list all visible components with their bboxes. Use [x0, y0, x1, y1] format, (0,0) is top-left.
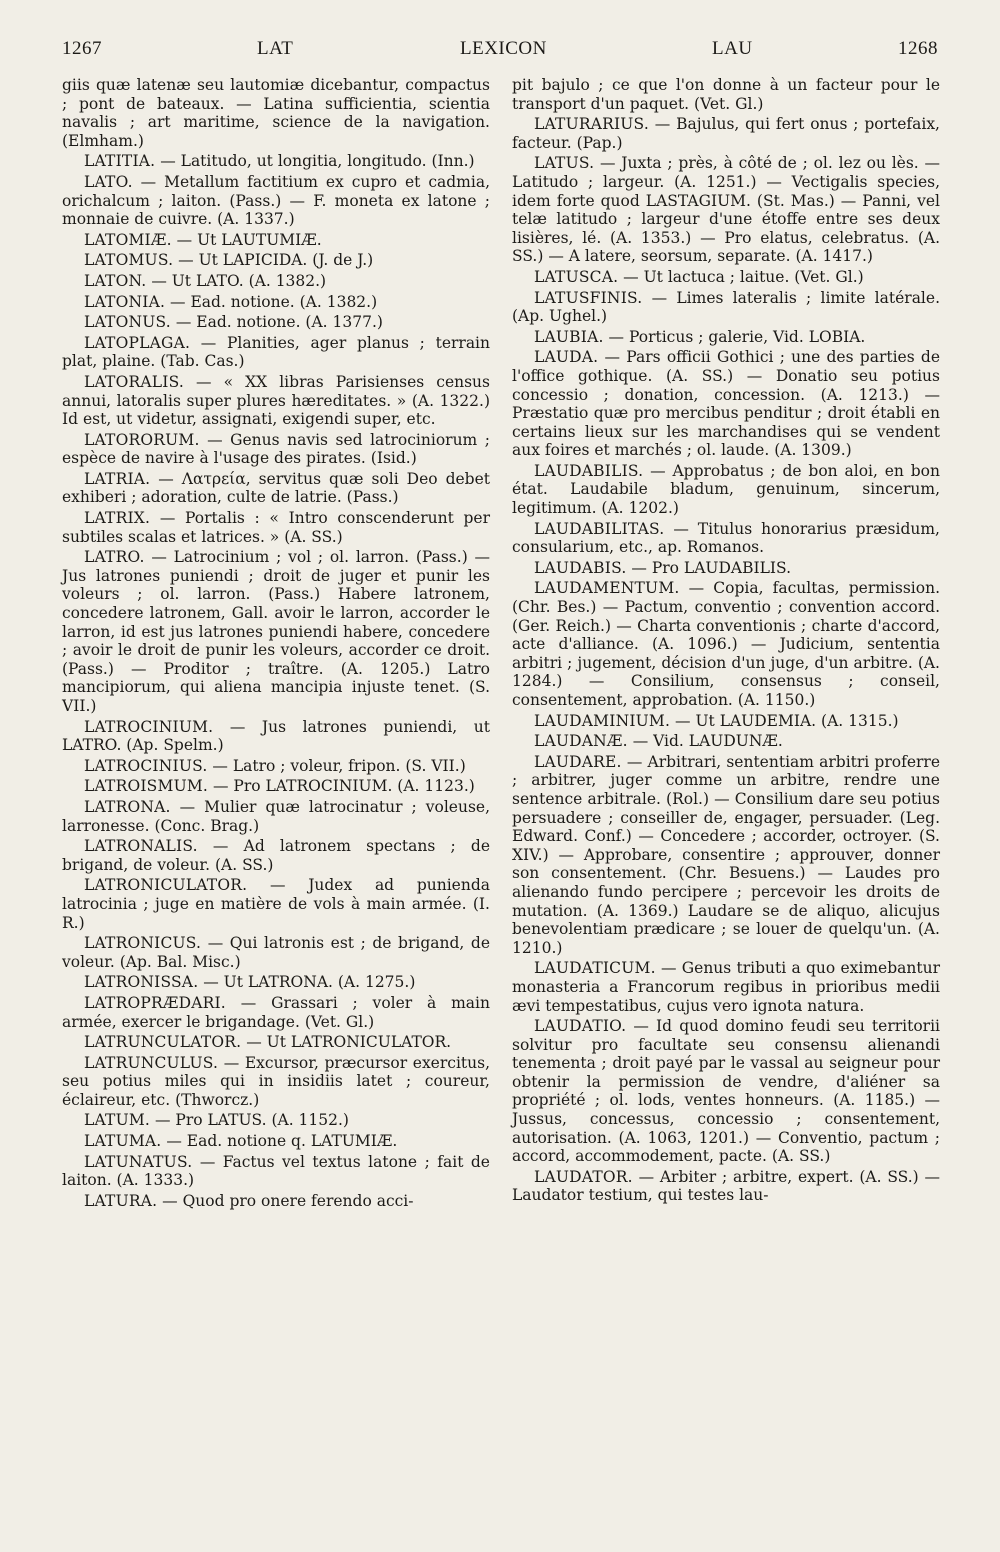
entry-definition: — Copia, facultas, permission. (Chr. Bes.) — Pactum, conventio ; convention accord. (Ger. Reich.) — Charta conventionis ; charte d'accord, acte d'alliance. (A. 1096.) — Judicium, sententia arbitri ; jugement, décision d'un juge, d'un arbitre. (A. 1284.) — Consilium, consensus ; conseil, consentement, approbation. (A. 1150.): [512, 579, 940, 709]
center-running-head: LEXICON: [460, 38, 547, 59]
dictionary-entry: [62, 152, 490, 171]
dictionary-entry: [62, 548, 490, 715]
dictionary-entry: [62, 431, 490, 468]
entry-headword: LATOPLAGA.: [84, 333, 191, 352]
entry-headword: LATOMIÆ.: [84, 230, 172, 249]
dictionary-entry: [62, 313, 490, 332]
entry-headword: LAUBIA.: [534, 327, 604, 346]
entry-definition: — Titulus honorarius præsidum, consularium, etc., ap. Romanos.: [512, 519, 940, 557]
entry-definition: — Ut lactuca ; laitue. (Vet. Gl.): [618, 267, 864, 286]
left-page-number: 1267: [62, 38, 102, 59]
entry-definition: — Porticus ; galerie, Vid. LOBIA.: [603, 327, 866, 346]
dictionary-entry: [62, 293, 490, 312]
dictionary-entry: [512, 1168, 940, 1205]
entry-definition: — Pro LATUS. (A. 1152.): [150, 1111, 349, 1130]
entry-headword: LATRUNCULATOR.: [84, 1033, 242, 1052]
entry-definition: — Ut LAUDEMIA. (A. 1315.): [670, 711, 899, 730]
entry-headword: LAUDA.: [534, 348, 599, 367]
entry-definition: — Planities, ager planus ; terrain plat, plaine. (Tab. Cas.): [62, 333, 490, 371]
dictionary-entry: [512, 520, 940, 557]
right-running-head: LAU: [712, 38, 753, 59]
entry-headword: LATRO.: [84, 548, 145, 567]
entry-headword: LATROCINIUS.: [84, 756, 208, 775]
entry-definition: — Factus vel textus latone ; fait de laiton. (A. 1333.): [62, 1152, 490, 1190]
entry-headword: LATROISMUM.: [84, 777, 209, 796]
entry-headword: LAUDABIS.: [534, 558, 627, 577]
entry-headword: LATURARIUS.: [534, 115, 649, 134]
entry-headword: LAUDAMINIUM.: [534, 711, 671, 730]
right-page-number: 1268: [898, 38, 938, 59]
entry-definition: — Quod pro onere ferendo acci-: [157, 1191, 414, 1210]
dictionary-entry: [62, 994, 490, 1031]
entry-definition: — Ut LATO. (A. 1382.): [146, 271, 327, 290]
dictionary-entry: [512, 76, 940, 113]
dictionary-entry: [62, 272, 490, 291]
dictionary-entry: [512, 579, 940, 709]
entry-headword: LATONUS.: [84, 313, 171, 332]
entry-definition: — Jus latrones puniendi, ut LATRO. (Ap. Spelm.): [62, 717, 490, 755]
entry-headword: LATROCINIUM.: [84, 717, 214, 736]
entry-definition: — Id quod domino feudi seu territorii solvitur pro facultate seu consensu alienandi tenementa ; droit payé par le vassal au seigneur pour obtenir la permission de vendre, d'aliéner sa propriété ; ol. lods, ventes honneurs. (A. 1185.) — Jussus, concessus, concessio ; consentement, autorisation. (A. 1063, 1201.) — Conventio, pactum ; accord, accommodement, pacte. (A. SS.): [512, 1017, 940, 1166]
right-column: [512, 76, 940, 1207]
entry-definition: — Λατρεία, servitus quæ soli Deo debet exhiberi ; adoration, culte de latrie. (Pass.): [62, 469, 490, 507]
entry-headword: LATUNATUS.: [84, 1152, 193, 1171]
dictionary-entry: [512, 268, 940, 287]
dictionary-entry: [512, 289, 940, 326]
dictionary-entry: [512, 559, 940, 578]
entry-definition: — Excursor, præcursor exercitus, seu potius miles qui in insidiis latet ; coureur, éclaireur, etc. (Thworcz.): [62, 1053, 490, 1109]
entry-headword: LAUDAMENTUM.: [534, 579, 680, 598]
dictionary-entry: [62, 1192, 490, 1211]
left-column: [62, 76, 490, 1212]
entry-definition: — Mulier quæ latrocinatur ; voleuse, larronesse. (Conc. Brag.): [62, 797, 490, 835]
entry-definition: — Ut LATRONA. (A. 1275.): [198, 973, 416, 992]
entry-definition: — Bajulus, qui fert onus ; portefaix, facteur. (Pap.): [512, 115, 940, 152]
entry-headword: LATUS.: [534, 154, 595, 173]
entry-definition: — « XX libras Parisienses census annui, latoralis super plures hæreditates. » (A. 1322.) Id est, ut videtur, assignati, exigendi super, etc.: [62, 372, 490, 429]
entry-headword: LAUDABILITAS.: [534, 519, 665, 538]
dictionary-entry: [62, 777, 490, 796]
entry-headword: LATRONISSA.: [84, 973, 199, 992]
dictionary-entry: [62, 1111, 490, 1130]
dictionary-entry: [62, 718, 490, 755]
entry-headword: LAUDATOR.: [534, 1167, 633, 1186]
entry-headword: LATRONA.: [84, 797, 171, 816]
entry-headword: LATROPRÆDARI.: [84, 993, 226, 1012]
entry-definition: giis quæ latenæ seu lautomiæ dicebantur, compactus ; pont de bateaux. — Latina sufficientia, scientia navalis ; art maritime, science de la navigation. (Elmham.): [62, 76, 490, 150]
entry-definition: — Arbiter ; arbitre, expert. (A. SS.) — Laudator testium, qui testes lau-: [512, 1167, 940, 1205]
dictionary-entry: [62, 1153, 490, 1190]
entry-headword: LATRIA.: [84, 469, 151, 488]
dictionary-entry: [512, 462, 940, 518]
entry-headword: LATO.: [84, 172, 133, 191]
entry-headword: LATUM.: [84, 1111, 151, 1130]
dictionary-entry: [512, 753, 940, 958]
entry-definition: — Ead. notione. (A. 1377.): [170, 313, 383, 332]
dictionary-entry: [512, 959, 940, 1015]
entry-definition: — Portalis : « Intro conscenderunt per subtiles scalas et latrices. » (A. SS.): [62, 509, 490, 546]
left-running-head: LAT: [257, 38, 294, 59]
entry-definition: — Juxta ; près, à côté de ; ol. lez ou lès. — Latitudo ; largeur. (A. 1251.) — Vectigalis species, idem forte quod LASTAGIUM. (St. Mas.) — Panni, vel telæ latitudo ; largeur d'une étoffe entre ses deux lisières, lé. (A. 1353.) — Pro elatus, celebratus. (A. SS.) — A latere, seorsum, separate. (A. 1417.): [512, 154, 940, 266]
dictionary-entry: [512, 1017, 940, 1166]
dictionary-entry: [512, 328, 940, 347]
entry-headword: LATITIA.: [84, 152, 156, 171]
entry-headword: LAUDANÆ.: [534, 732, 628, 751]
entry-headword: LATONIA.: [84, 292, 166, 311]
dictionary-entry: [62, 973, 490, 992]
entry-headword: LATORORUM.: [84, 430, 200, 449]
entry-headword: LATRONALIS.: [84, 837, 198, 856]
entry-definition: — Grassari ; voler à main armée, exercer le brigandage. (Vet. Gl.): [62, 993, 490, 1031]
entry-headword: LATRIX.: [84, 509, 151, 528]
entry-headword: LATRONICULATOR.: [84, 876, 248, 895]
entry-headword: LATORALIS.: [84, 372, 184, 391]
dictionary-entry: [62, 173, 490, 229]
entry-definition: — Judex ad punienda latrocinia ; juge en matière de vols à main armée. (I. R.): [62, 876, 490, 932]
dictionary-entry: [62, 1132, 490, 1151]
dictionary-entry: [62, 876, 490, 932]
entry-headword: LATON.: [84, 271, 147, 290]
dictionary-entry: [62, 934, 490, 971]
entry-headword: LATUSCA.: [534, 267, 619, 286]
entry-headword: LATUMA.: [84, 1132, 162, 1151]
entry-definition: — Ut LATRONICULATOR.: [241, 1033, 452, 1052]
dictionary-entry: [62, 757, 490, 776]
entry-headword: LAUDARE.: [534, 752, 622, 771]
entry-definition: — Pro LATROCINIUM. (A. 1123.): [208, 777, 475, 796]
dictionary-entry: [62, 231, 490, 250]
dictionary-entry: [512, 732, 940, 751]
entry-definition: — Pars officii Gothici ; une des parties de l'office gothique. (A. SS.) — Donatio seu potius concessio ; donation, concession. (A. 1213.) — Præstatio quæ pro mercibus penditur ; droit établi en certains lieux sur les marchandises qui se vendent aux foires et marchés ; ol. laude. (A. 1309.): [512, 348, 940, 460]
entry-headword: LATRONICUS.: [84, 934, 202, 953]
entry-definition: — Limes lateralis ; limite latérale. (Ap. Ughel.): [512, 288, 940, 326]
dictionary-entry: [62, 470, 490, 507]
entry-definition: — Pro LAUDABILIS.: [626, 558, 792, 577]
entry-definition: — Genus tributi a quo eximebantur monasteria a Francorum regibus in prioribus medii ævi tempestatibus, cujus vero ignota natura.: [512, 959, 940, 1015]
dictionary-entry: [62, 837, 490, 874]
dictionary-entry: [62, 509, 490, 546]
entry-definition: — Metallum factitium ex cupro et cadmia, orichalcum ; laiton. (Pass.) — F. moneta ex latone ; monnaie de cuivre. (A. 1337.): [62, 172, 490, 229]
entry-definition: — Ut LAPICIDA. (J. de J.): [173, 251, 374, 270]
entry-definition: pit bajulo ; ce que l'on donne à un facteur pour le transport d'un paquet. (Vet. Gl.): [512, 76, 940, 113]
entry-definition: — Ead. notione q. LATUMIÆ.: [161, 1132, 398, 1151]
entry-definition: — Ad latronem spectans ; de brigand, de voleur. (A. SS.): [62, 837, 490, 874]
dictionary-entry: [62, 1054, 490, 1110]
entry-definition: — Qui latronis est ; de brigand, de voleur. (Ap. Bal. Misc.): [62, 934, 490, 971]
entry-headword: LAUDATIO.: [534, 1017, 627, 1036]
entry-definition: — Arbitrari, sententiam arbitri proferre ; arbitrer, juger comme un arbitre, rendre une sentence arbitrale. (Rol.) — Consilium dare seu potius persuadere ; conseiller de, engager, persuader. (Leg. Edward. Conf.) — Concedere ; accorder, octroyer. (S. XIV.) — Approbare, consentire ; approuver, donner son consentement. (Chr. Besuens.) — Laudes pro alienando fundo percipere ; percevoir les droits de mutation. (A. 1369.) Laudare se de aliquo, alicujus benevolentiam prædicare ; se louer de quelqu'un. (A. 1210.): [512, 752, 940, 957]
entry-definition: — Ut LAUTUMIÆ.: [171, 230, 322, 249]
entry-definition: — Latrocinium ; vol ; ol. larron. (Pass.) — Jus latrones puniendi ; droit de juger et punir les voleurs ; ol. larron. (Pass.) Habere latronem, concedere latronem, Gall. avoir le larron, accorder le larron, id est jus latrones puniendi habere, concedere ; avoir le droit de punir les voleurs, accorder ce droit. (Pass.) — Proditor ; traître. (A. 1205.) Latro mancipiorum, qui aliena mancipia injuste tenet. (S. VII.): [62, 548, 490, 715]
entry-headword: LATOMUS.: [84, 251, 174, 270]
dictionary-entry: [62, 334, 490, 371]
entry-definition: — Vid. LAUDUNÆ.: [627, 732, 783, 751]
entry-headword: LAUDATICUM.: [534, 959, 656, 978]
dictionary-entry: [512, 712, 940, 731]
entry-definition: — Latro ; voleur, fripon. (S. VII.): [207, 756, 466, 775]
entry-definition: — Genus navis sed latrociniorum ; espèce de navire à l'usage des pirates. (Isid.): [62, 430, 490, 468]
dictionary-entry: [62, 1033, 490, 1052]
entry-definition: — Approbatus ; de bon aloi, en bon état. Laudabile bladum, genuinum, sincerum, legitimum. (A. 1202.): [512, 461, 940, 518]
dictionary-entry: [62, 373, 490, 429]
dictionary-entry: [62, 251, 490, 270]
entry-headword: LATURA.: [84, 1191, 158, 1210]
dictionary-entry: [62, 798, 490, 835]
dictionary-entry: [512, 115, 940, 152]
entry-definition: — Ead. notione. (A. 1382.): [165, 292, 378, 311]
running-header: [62, 38, 938, 72]
entry-headword: LAUDABILIS.: [534, 461, 644, 480]
dictionary-entry: [62, 76, 490, 150]
entry-definition: — Latitudo, ut longitia, longitudo. (Inn.): [155, 152, 475, 171]
entry-headword: LATRUNCULUS.: [84, 1053, 219, 1072]
entry-headword: LATUSFINIS.: [534, 288, 643, 307]
dictionary-entry: [512, 348, 940, 460]
dictionary-entry: [512, 154, 940, 266]
